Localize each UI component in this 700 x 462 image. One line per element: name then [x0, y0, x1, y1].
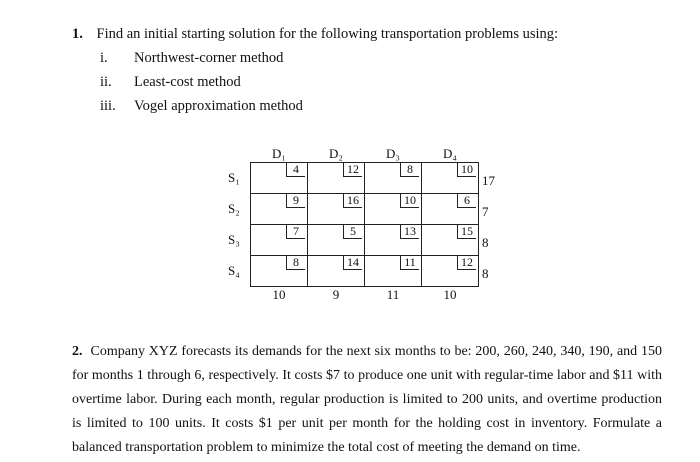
method-label: Northwest-corner method — [134, 50, 284, 66]
source-header: S₂ — [228, 201, 240, 216]
cost-value: 16 — [343, 194, 362, 208]
question-1-number: 1. — [72, 26, 83, 42]
cost-value: 10 — [400, 194, 419, 208]
cost-value: 10 — [457, 163, 476, 177]
supply-value: 7 — [482, 204, 489, 219]
table-row — [251, 194, 479, 225]
demand-value: 10 — [443, 287, 457, 302]
cost-value: 11 — [400, 256, 419, 270]
supply-value: 8 — [482, 235, 489, 250]
cost-value: 5 — [343, 225, 362, 239]
method-label: Least-cost method — [134, 74, 241, 90]
table-cell — [308, 225, 365, 256]
method-label: Vogel approximation method — [134, 98, 303, 114]
transportation-table — [250, 162, 479, 287]
table-cell — [365, 225, 422, 256]
cost-value: 14 — [343, 256, 362, 270]
table-cell — [251, 163, 308, 194]
table-row — [251, 225, 479, 256]
method-numeral: iii. — [100, 98, 116, 114]
table-cell — [365, 194, 422, 225]
cost-value: 4 — [286, 163, 305, 177]
table-row — [251, 256, 479, 287]
cost-value: 8 — [286, 256, 305, 270]
supply-value: 8 — [482, 266, 489, 281]
demand-value: 11 — [386, 287, 400, 302]
table-cell — [251, 256, 308, 287]
source-header: S₁ — [228, 170, 240, 185]
cost-value: 7 — [286, 225, 305, 239]
table-cell — [365, 256, 422, 287]
table-row — [251, 163, 479, 194]
source-header: S₃ — [228, 232, 240, 247]
cost-value: 8 — [400, 163, 419, 177]
destination-header: D₂ — [329, 146, 343, 161]
method-numeral: ii. — [100, 74, 112, 90]
demand-value: 10 — [272, 287, 286, 302]
method-numeral: i. — [100, 50, 108, 66]
table-cell — [251, 194, 308, 225]
table-cell — [308, 256, 365, 287]
table-cell — [308, 194, 365, 225]
destination-header: D₄ — [443, 146, 457, 161]
table-cell — [308, 163, 365, 194]
question-1-title — [72, 26, 558, 43]
cost-value: 13 — [400, 225, 419, 239]
table-cell — [422, 225, 479, 256]
cost-value: 12 — [457, 256, 476, 270]
cost-value: 12 — [343, 163, 362, 177]
cost-value: 9 — [286, 194, 305, 208]
question-2-text: Company XYZ forecasts its demands for the next six months to be: 200, 260, 240, 340, 190, and 150 for months 1 through 6, respectively. It costs $7 to produce one unit with regular-time labor and $11 with overtime labor. During each month, regular production is limited to 200 units, and overtime production is limited to 100 units. It costs $1 per unit per month for the holding cost in inventory. Formulate a balanced transportation problem to minimize the total cost of meeting the demand on time. — [72, 344, 662, 455]
question-1-text: Find an initial starting solution for the following transportation problems using: — [96, 26, 559, 42]
table-cell — [251, 225, 308, 256]
table-cell — [422, 256, 479, 287]
cost-value: 6 — [457, 194, 476, 208]
demand-value: 9 — [332, 287, 340, 302]
cost-value: 15 — [457, 225, 476, 239]
destination-header: D₃ — [386, 146, 400, 161]
table-cell — [422, 194, 479, 225]
question-2 — [72, 340, 662, 460]
table-cell — [422, 163, 479, 194]
question-2-number: 2. — [72, 344, 83, 359]
supply-value: 17 — [482, 173, 495, 188]
destination-header: D₁ — [272, 146, 286, 161]
source-header: S₄ — [228, 263, 240, 278]
table-cell — [365, 163, 422, 194]
